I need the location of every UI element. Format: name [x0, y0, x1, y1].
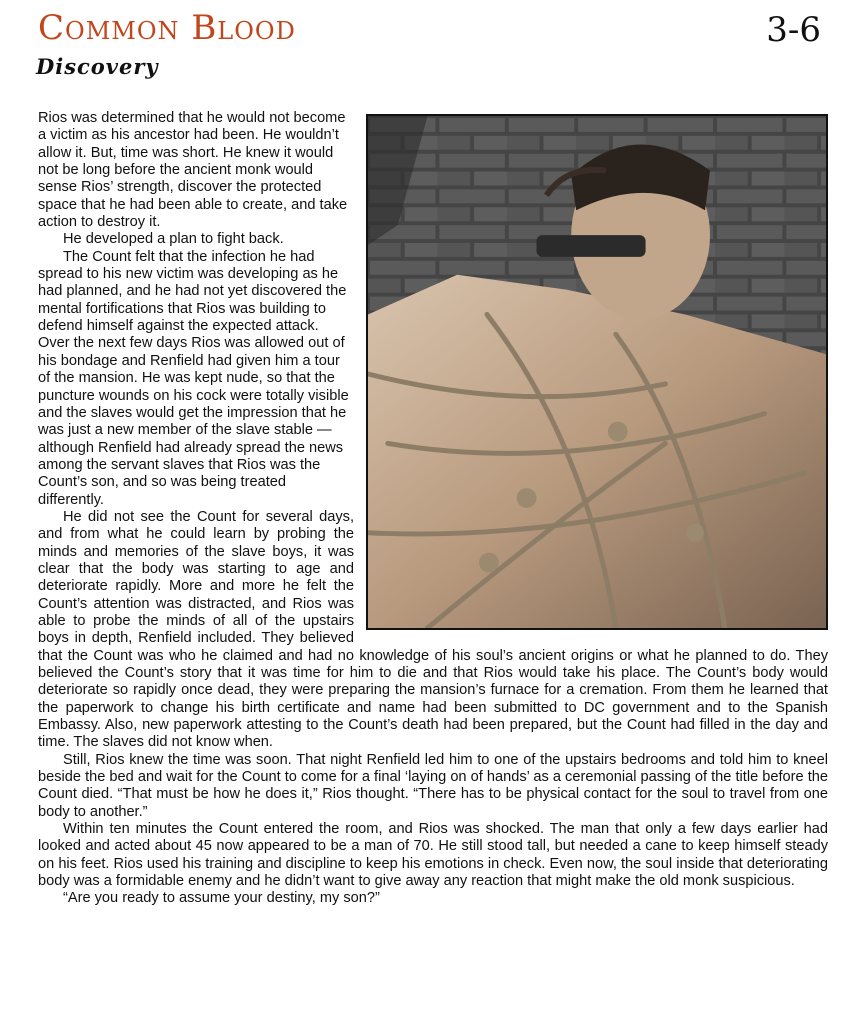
- paragraph: Within ten minutes the Count entered the room, and Rios was shocked. The man that only a few days earlier had looked and acted about 45 now appeared to be a man of 70. He still stood tall, but needed a cane to keep himself steady on his feet. Rios used his training and discipline to keep his emotions in check. Even now, the soul inside that deteriorating body was a formidable enemy and he didn’t want to give away any reaction that might make the old monk suspicious.: [38, 821, 828, 890]
- paragraph: He developed a plan to fight back.: [63, 231, 284, 248]
- paragraph: Still, Rios knew the time was soon. That night Renfield led him to one of the upstairs bedrooms and told him to kneel beside the bed and wait for the Count to come for a final ‘laying on of hands’ as a ceremonial passing of the title before the Count died. “That must be how he does it,” Rios thought. “There has to be physical contact for the soul to travel from one body to another.”: [38, 751, 828, 820]
- chapter-title: Common Blood: [38, 8, 296, 48]
- paragraph: He did not see the Count for several days, and from what he could learn by probing the minds and memories of the slave boys, it was clear that the body was starting to age and deteriorate rapidly. More and more he felt the Count’s attention was distracted, and Rios was able to probe the minds of all of the upstairs boys in depth, Renfield included. They believed that the Count was who he claimed and had no knowledge of his soul’s ancient origins or what he planned to do. They believed the Count’s story that it was time for him to die and that Rios would take his place. The Count’s body would deteriorate so rapidly once dead, they were preparing the mansion’s furnace for a cremation. From them he learned that the paperwork to change his birth certificate and name had been submitted to DC government and to the Spanish Embassy. Also, new paperwork attesting to the Count’s death had been prepared, but the Count had filled in the day and time. The slaves did not know when.: [38, 508, 828, 751]
- paragraph: “Are you ready to assume your destiny, my son?”: [63, 890, 380, 907]
- page-number: 3-6: [766, 10, 821, 50]
- paragraph: The Count felt that the infection he had spread to his new victim was developing as he had planned, and he had not yet discovered the mental fortifications that Rios was building to defend himself against the expected attack. Over the next few days Rios was allowed out of his bondage and Renfield had given him a tour of the mansion. He was kept nude, so that the puncture wounds on his cock were totally visible and the slaves would get the impression that he was just a new member of the slave stable — although Renfield had already spread the news among the servant slaves that Rios was the Count’s son, and so was being treated differently.: [38, 248, 349, 508]
- paragraph: Rios was determined that he would not become a victim as his ancestor had been. He wouldn’t allow it. But, time was short. He knew it would not be long before the ancient monk would sense Rios’ strength, discover the protected space that he had been able to create, and take action to destroy it.: [38, 110, 348, 231]
- body-text: [38, 110, 828, 908]
- section-subtitle: Discovery: [36, 54, 159, 79]
- rope-bondage-photo: [366, 114, 828, 630]
